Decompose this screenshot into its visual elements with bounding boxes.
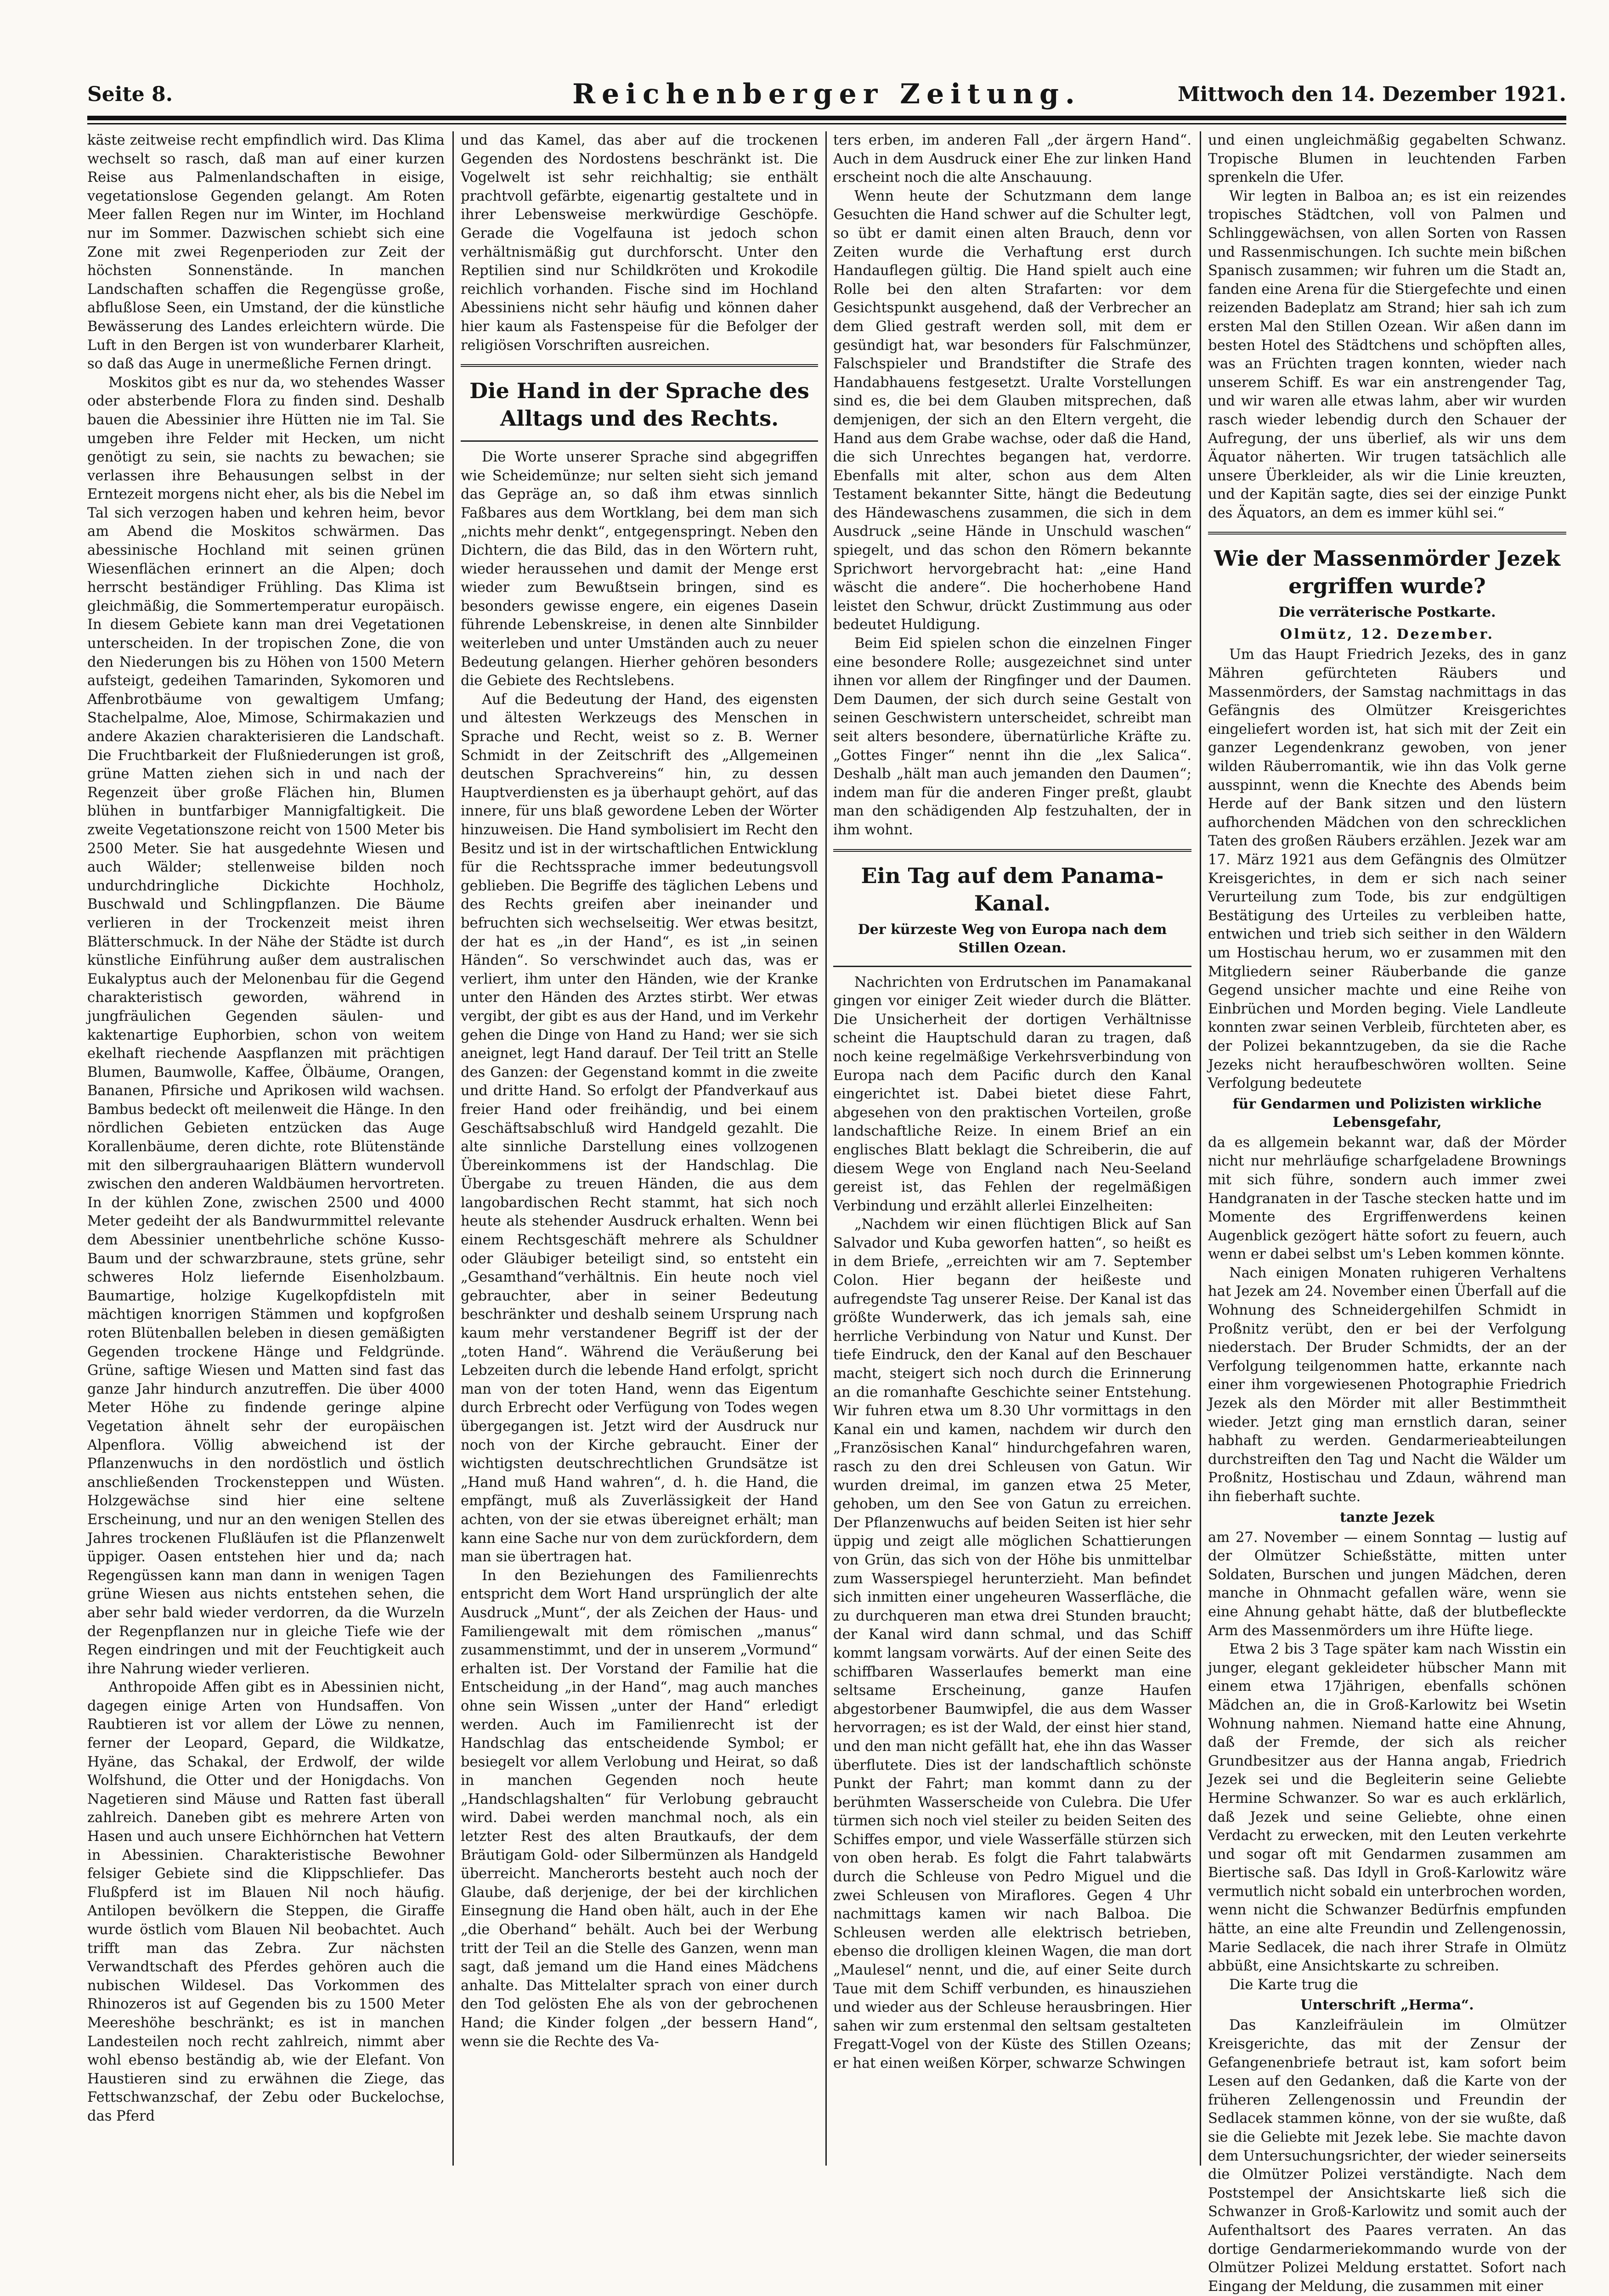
headline-hand: Die Hand in der Sprache des Alltags und des Rechts. bbox=[469, 378, 809, 431]
column-4 bbox=[1208, 131, 1566, 2295]
column-3 bbox=[833, 131, 1191, 2166]
article-paragraph: und das Kamel, das aber auf die trockenen Gegenden des Nordostens beschränkt ist. Die Vogelwelt ist sehr reichhaltig; sie enthält prachtvoll gefärbte, eigenartig gestaltete und in ihrer Lebensweise merkwürdige Geschöpfe. Gerade die Vogelfauna ist jedoch schon verhältnismäßig gut durchforscht. Unter den Reptilien sind nur Schildkröten und Krokodile reichlich vorhanden. Fische sind im Hochland Abessiniens nicht sehr häufig und können daher hier kaum als Fastenspeise für die Befolger der religiösen Vorschriften ausreichen. bbox=[461, 132, 818, 354]
article-paragraph: Um das Haupt Friedrich Jezeks, des in ganz Mähren gefürchteten Räubers und Massenmörders, der Samstag nachmittags in das Gefängnis des Olmützer Kreisgerichtes eingeliefert worden ist, hat sich mit der Zeit ein ganzer Legendenkranz gewoben, von jener wilden Räuberromantik, wie ihn das Volk gerne ausspinnt, wenn die Knechte des Abends beim Herde auf der Bank sitzen und den lüstern aufhorchenden Mädchen von den schrecklichen Taten des großen Räubers erzählen. Jezek war am 17. März 1921 aus dem Gefängnis des Olmützer Kreisgerichtes, in dem er sich nach seiner Verurteilung zum Tode, bis zur endgültigen Bestätigung des Urteiles zu verbleiben hatte, entwichen und trieb sich seither in den Wäldern um Hostischau herum, wo er zusammen mit den Mitgliedern seiner Räuberbande die ganze Gegend unsicher machte und eine Reihe von Einbrüchen und Morden beging. Viele Landleute konnten zwar seinen Verbleib, fürchteten aber, es der Polizei bekanntzugeben, da sie die Rache Jezeks nicht heraufbeschwören wollten. Seine Verfolgung bedeutete bbox=[1208, 647, 1566, 1092]
article-paragraph: Beim Eid spielen schon die einzelnen Finger eine besondere Rolle; ausgezeichnet sind unter ihnen vor allem der Ringfinger und der Daumen. Dem Daumen, der sich durch seine Gestalt von seinen Geschwistern unterscheidet, schreibt man seit alters besondere, übernatürliche Kräfte zu. „Gottes Finger“ nennt ihn die „lex Salica“. Deshalb „hält man auch jemanden den Daumen“; indem man für die anderen Finger preßt, glaubt man den schädigenden Alp festzuhalten, der in ihm wohnt. bbox=[833, 636, 1191, 838]
article-paragraph: Wir legten in Balboa an; es ist ein reizendes tropisches Städtchen, voll von Palmen und Schlinggewächsen, von allen Sorten von Rassen und Rassenmischungen. Ich suchte mein bißchen Spanisch zusammen; wir fuhren um die Stadt an, fanden eine Arena für die Stiergefechte und einen reizenden Badeplatz am Strand; hier sah ich zum ersten Mal den Stillen Ozean. Wir aßen dann im besten Hotel des Städtchens und schöpften alles, was an Früchten tragen konnten, wieder nach unserem Schiff. Es war ein anstrengender Tag, und wir waren alle etwas lahm, aber wir wurden rasch wieder lebendig durch den Schauer der Aufregung, der uns überlief, als wir uns dem Äquator näherten. Wir trugen tatsächlich alle unsere Überkleider, als wir die Linie kreuzten, und der Kapitän sagte, dies sei der einzige Punkt des Äquators, an dem es immer kühl sei.“ bbox=[1208, 188, 1566, 521]
subhead-jezek: Die verräterische Postkarte. bbox=[1278, 604, 1496, 621]
article-paragraph: Auf die Bedeutung der Hand, des eigensten und ältesten Werkzeugs des Menschen in Sprache und Recht, weist so z. B. Werner Schmidt in der Zeitschrift des „Allgemeinen deutschen Sprachvereins“ hin, zu dessen Hauptverdiensten es ja überhaupt gehört, auf das innere, für uns blaß gewordene Leben der Wörter hinzuweisen. Die Hand symbolisiert im Recht den Besitz und ist in der wirtschaftlichen Entwicklung für die Rechtssprache immer bedeutungsvoll geblieben. Die Begriffe des täglichen Lebens und des Rechts greifen aber ineinander und befruchten sich wechselseitig. Wer etwas besitzt, der hat es „in der Hand“, es ist „in seinen Händen“. So verschwindet auch das, was er verliert, ihm unter den Händen, wie der Kranke unter den Händen des Arztes stirbt. Wer etwas vergibt, der gibt es aus der Hand, und im Verkehr gehen die Dinge von Hand zu Hand; wer sie sich aneignet, legt Hand darauf. Der Teil tritt an Stelle des Ganzen: der Gegenstand kommt in die zweite und dritte Hand. So erfolgt der Pfandverkauf aus freier Hand oder freihändig, und bei einem Geschäftsabschluß wird Handgeld gezahlt. Die alte sinnliche Darstellung eines vollzogenen Übereinkommens ist der Handschlag. Die Übergabe zu treuen Händen, die aus dem langobardischen Recht stammt, hat sich noch heute als stehender Ausdruck erhalten. Wenn bei einem Rechtsgeschäft mehrere als Schuldner oder Gläubiger beteiligt sind, so entsteht ein „Gesamthand“verhältnis. Ein heute noch viel gebrauchter, aber in seiner Bedeutung beschränkter und deshalb seinem Ursprung nach kaum mehr verstandener Begriff ist der der „toten Hand“. Während die Veräußerung bei Lebzeiten durch die lebende Hand erfolgt, spricht man von der toten Hand, wenn das Eigentum durch Erbrecht oder Verfügung von Todes wegen übergegangen ist. Jetzt wird der Ausdruck nur noch von der Kirche gebraucht. Einer der wichtigsten deutschrechtlichen Grundsätze ist „Hand muß Hand wahren“, d. h. die Hand, die empfängt, muß als Zuverlässigkeit der Hand achten, von der sie etwas übereignet erhält; man kann eine Sache nur von dem zurückfordern, dem man sie übertragen hat. bbox=[461, 691, 818, 1565]
newspaper-title: Reichenberger Zeitung. bbox=[572, 78, 1081, 110]
page-number: Seite 8. bbox=[87, 83, 173, 106]
article-paragraph: da es allgemein bekannt war, daß der Mörder nicht nur mehrläufige scharfgeladene Brownings mit sich führe, sondern auch immer zwei Handgranaten in der Tasche stecken hatte und im Momente des Ergriffenwerdens keinen Augenblick gezögert hätte sofort zu feuern, auch wenn er dabei selbst um's Leben kommen könnte. bbox=[1208, 1134, 1566, 1263]
headline-rule bbox=[833, 966, 1191, 967]
section-heading: tanzte Jezek bbox=[1340, 1509, 1434, 1525]
article-paragraph: und einen ungleichmäßig gegabelten Schwanz. Tropische Blumen in leuchtenden Farben sprenkeln die Ufer. bbox=[1208, 132, 1566, 186]
article-paragraph: Anthropoide Affen gibt es in Abessinien nicht, dagegen einige Arten von Hundsaffen. Von Raubtieren ist vor allem der Löwe zu nennen, ferner der Leopard, Gepard, die Wildkatze, Hyäne, das Schakal, der Erdwolf, der wilde Wolfshund, die Otter und der Honigdachs. Von Nagetieren sind Mäuse und Ratten fast überall zahlreich. Daneben gibt es mehrere Arten von Hasen und auch unsere Eichhörnchen hat Vettern in Abessinien. Charakteristische Bewohner felsiger Gebiete sind die Klippschliefer. Das Flußpferd ist im Blauen Nil noch häufig. Antilopen bevölkern die Steppen, die Giraffe wurde östlich vom Blauen Nil beobachtet. Auch trifft man das Zebra. Zur nächsten Verwandtschaft des Pferdes gehören auch die nubischen Wildesel. Das Vorkommen des Rhinozeros ist auf Gegenden bis zu 1500 Meter Meereshöhe beschränkt; es ist in manchen Landesteilen noch recht zahlreich, nimmt aber wohl ebenso beständig ab, wie der Elefant. Von Haustieren sind zu erwähnen die Ziege, das Fettschwanzschaf, der Zebu oder Buckelochse, das Pferd bbox=[87, 1679, 445, 2124]
article-paragraph: „Nachdem wir einen flüchtigen Blick auf San Salvador und Kuba geworfen hatten“, so heißt es in dem Briefe, „erreichten wir am 7. September Colon. Hier begann der heißeste und aufregendste Tag unserer Reise. Der Kanal ist das größte Wunderwerk, das ich jemals sah, eine herrliche Verbindung von Natur und Kunst. Der tiefe Eindruck, den der Kanal auf den Beschauer macht, steigert sich noch durch die Erinnerung an die romanhafte Geschichte seiner Entstehung. Wir fuhren etwa um 8.30 Uhr vormittags in den Kanal ein und kamen, nachdem wir durch den „Französischen Kanal“ hindurchgefahren waren, rasch zu den drei Schleusen von Gatun. Wir wurden dreimal, im ganzen etwa 25 Meter, gehoben, um den See von Gatun zu erreichen. Der Pflanzenwuchs auf beiden Seiten ist hier sehr üppig und zeigt alle möglichen Schattierungen von Grün, das sich von der Höhe bis unmittelbar zum Wasserspiegel herunterzieht. Man befindet sich inmitten einer ungeheuren Wasserfläche, die zu durchqueren man etwa drei Stunden braucht; der Kanal wird dann schmal, und das Schiff kommt langsam vorwärts. Auf der einen Seite des schiffbaren Wasserlaufes bemerkt man eine seltsame Erscheinung, ganze Haufen abgestorbener Baumwipfel, die aus dem Wasser hervorragen; es ist der Wald, der einst hier stand, und den man nicht gefällt hat, ehe ihn das Wasser überflutete. Dies ist der landschaftlich schönste Punkt der Fahrt; man kommt dann zu der berühmten Wasserscheide von Culebra. Die Ufer türmen sich noch viel steiler zu beiden Seiten des Schiffes empor, und viele Wasserfälle stürzen sich von oben herab. Es folgt die Fahrt talabwärts durch die Schleuse von Pedro Miguel und die zwei Schleusen von Miraflores. Gegen 4 Uhr nachmittags kamen wir nach Balboa. Die Schleusen werden alle elektrisch betrieben, ebenso die drolligen kleinen Wagen, die man dort „Maulesel“ nennt, und die, auf einer Seite durch Taue mit dem Schiff verbunden, es hinausziehen und wieder aus der Schleuse herausbringen. Hier sahen wir zum erstenmal den seltsam gestalteten Fregatt-Vogel von der Küste des Stillen Ozeans; er hat einen weißen Körper, schwarze Schwingen bbox=[833, 1216, 1191, 2071]
column-divider-1 bbox=[452, 131, 454, 2166]
article-paragraph: am 27. November — einem Sonntag — lustig auf der Olmützer Schießstätte, mitten unter Soldaten, Burschen und jungen Mädchen, deren manche in Ohnmacht gefallen wäre, wenn sie eine Ahnung gehabt hätte, daß der blutbefleckte Arm des Massenmörders um ihre Hüfte liege. bbox=[1208, 1529, 1566, 1639]
headline-rule bbox=[461, 440, 818, 442]
article-paragraph: käste zeitweise recht empfindlich wird. Das Klima wechselt so rasch, daß man auf einer kurzen Reise aus Palmenlandschaften in eisige, vegetationslose Gegenden gelangt. Am Roten Meer fallen Regen nur im Winter, im Hochland nur im Sommer. Dazwischen schiebt sich eine Zone mit zwei Regenperioden zur Zeit der höchsten Sonnenstände. In manchen Landschaften schaffen die Regengüsse große, abflußlose Seen, ein Umstand, der die künstliche Bewässerung des Landes erleichtern würde. Die Luft in den Bergen ist von wunderbarer Klarheit, so daß das Auge in unermeßliche Fernen dringt. bbox=[87, 132, 445, 372]
section-heading: Unterschrift „Herma“. bbox=[1300, 1997, 1474, 2014]
article-paragraph: Etwa 2 bis 3 Tage später kam nach Wisstin ein junger, elegant gekleideter hübscher Mann mit einem etwa 17jährigen, ebenfalls schönen Mädchen an, die in Groß-Karlowitz bei Wsetin Wohnung nahmen. Niemand hatte eine Ahnung, daß der Fremde, der sich als reicher Grundbesitzer aus der Hanna angab, Friedrich Jezek sei und die Begleiterin seine Geliebte Hermine Schwanzer. So war es auch erklärlich, daß Jezek und seine Geliebte, ohne einen Verdacht zu erwecken, mit den Leuten verkehrte und sogar oft mit Gendarmen zusammen am Biertische saß. Das Idyll in Groß-Karlowitz wäre vermutlich nicht sobald ein unterbrochen worden, wenn nicht die Schwanzer Bedürfnis empfunden hätte, an eine alte Freundin und Zellengenossin, Marie Sedlacek, die nach ihrer Strafe in Olmütz abbüßt, eine Ansichtskarte zu schreiben. bbox=[1208, 1641, 1566, 1975]
article-separator bbox=[833, 849, 1191, 855]
article-separator bbox=[461, 364, 818, 370]
subhead-panama: Der kürzeste Weg von Europa nach dem Stillen Ozean. bbox=[858, 921, 1167, 956]
article-paragraph: Die Worte unserer Sprache sind abgegriffen wie Scheidemünze; nur selten sieht sich jemand das Gepräge an, so daß ihm etwas sinnlich Faßbares aus dem Wortklang, bei dem man sich „nichts mehr denkt“, entgegenspringt. Neben den Dichtern, die das Bild, das in den Wörtern ruht, wieder heraussehen und damit der Menge erst wieder zum Bewußtsein bringen, sind es besonders gewisse engere, ein eigenes Dasein führende Lebenskreise, in denen alte Sinnbilder weiterleben und unter Umständen auch zu neuer Bedeutung gelangen. Hierher gehören besonders die Gebiete des Rechtslebens. bbox=[461, 449, 818, 689]
masthead-rule-thin bbox=[87, 123, 1566, 124]
article-paragraph: ters erben, im anderen Fall „der ärgern Hand“. Auch in dem Ausdruck einer Ehe zur linken Hand erscheint noch die alte Anschauung. bbox=[833, 132, 1191, 186]
article-paragraph: Nach einigen Monaten ruhigeren Verhaltens hat Jezek am 24. November einen Überfall auf die Wohnung des Schneidergehilfen Schmidt in Proßnitz verübt, den er bei der Verfolgung niederstach. Der Bruder Schmidts, der an der Verfolgung teilgenommen hatte, erkannte nach einer ihm vorgewiesenen Photographie Friedrich Jezek als den Mörder mit aller Bestimmtheit wieder. Jetzt ging man ernstlich daran, seiner habhaft zu werden. Gendarmerieabteilungen durchstreiften den Tag und Nacht die Wälder um Proßnitz, Hostischau und Zdaun, während man ihn fieberhaft suchte. bbox=[1208, 1265, 1566, 1505]
column-2 bbox=[461, 131, 818, 2166]
headline-panama: Ein Tag auf dem Panama-Kanal. bbox=[861, 863, 1164, 916]
article-separator bbox=[1208, 532, 1566, 537]
column-divider-2 bbox=[825, 131, 827, 2166]
headline-jezek: Wie der Massenmörder Jezek ergriffen wurde? bbox=[1214, 546, 1561, 599]
issue-date: Mittwoch den 14. Dezember 1921. bbox=[1177, 83, 1566, 106]
column-1 bbox=[87, 131, 445, 2166]
article-paragraph: Moskitos gibt es nur da, wo stehendes Wasser oder absterbende Flora zu finden sind. Deshalb bauen die Abessinier ihre Hütten nie im Tal. Sie umgeben ihre Felder mit Hecken, um nicht genötigt zu sein, sie nachts zu bewachen; sie verlassen ihre Behausungen selbst in der Erntezeit morgens nicht eher, als bis die Nebel im Tal sich verzogen haben und kehren heim, bevor am Abend die Moskitos schwärmen. Das abessinische Hochland mit seinen grünen Wiesenflächen erinnert an die Alpen; doch herrscht beständiger Frühling. Das Klima ist gleichmäßig, die Sommertemperatur europäisch. In diesem Gebiete kann man drei Vegetationen unterscheiden. In der tropischen Zone, die von den Niederungen bis zu Höhen von 1500 Metern aufsteigt, gedeihen Tamarinden, Sykomoren und Affenbrotbäume von gewaltigem Umfang; Stachelpalme, Aloe, Mimose, Schirmakazien und andere Akazien charakterisieren die Landschaft. Die Fruchtbarkeit der Flußniederungen ist groß, grüne Matten ziehen sich in und nach der Regenzeit über große Flächen hin, Blumen blühen in buntfarbiger Mannigfaltigkeit. Die zweite Vegetationszone reicht von 1500 Meter bis 2500 Meter. Sie hat ausgedehnte Wiesen und auch Wälder; stellenweise bilden noch undurchdringliche Dickichte Hochholz, Buschwald und Schlingpflanzen. Die Bäume verlieren in der Trockenzeit meist ihren Blätterschmuck. In der Nähe der Städte ist durch künstliche Einführung außer dem australischen Eukalyptus auch der Melonenbau für die Gegend charakteristisch geworden, während in jungfräulichen Gegenden säulen- und kaktenartige Euphorbien, schon von weitem ekelhaft riechende Aaspflanzen mit prächtigen Blumen, Baumwolle, Kaffee, Ölbäume, Orangen, Bananen, Pfirsiche und Aprikosen wild wachsen. Bambus bedeckt oft meilenweit die Hänge. In den nördlichen Gebieten entzücken das Auge Korallenbäume, deren dichte, rote Blütenstände mit den silbergrauhaarigen Blättern wundervoll zwischen den anderen Waldbäumen hervortreten. In der kühlen Zone, zwischen 2500 und 4000 Meter gedeiht der als Bandwurmmittel relevante dem Abessinier unentbehrliche schöne Kusso-Baum und der schwarzbraune, stets grüne, sehr schweres Holz liefernde Eisenholzbaum. Baumartige, holzige Kugelkopfdisteln mit mächtigen knorrigen Stämmen und kopfgroßen roten Blütenballen beleben in diesen gemäßigten Gegenden trockene Hänge und Feldgründe. Grüne, saftige Wiesen und Matten sind fast das ganze Jahr hindurch anzutreffen. Die über 4000 Meter Höhe zu findende geringe alpine Vegetation ähnelt sehr der europäischen Alpenflora. Völlig abweichend ist der Pflanzenwuchs in den nordöstlich und östlich anschließenden Trockensteppen und Wüsten. Holzgewächse sind hier eine seltene Erscheinung, und nur an den wenigen Stellen des Jahres trockenen Flußläufen ist die Pflanzenwelt üppiger. Oasen entstehen hier und da; nach Regengüssen kann man dann in wenigen Tagen grüne Wiesen aus nichts entstehen sehen, die aber sehr bald wieder verdorren, da die Wurzeln der Regenpflanzen nur in gleiche Tiefe wie der Regen eindringen und mit der Feuchtigkeit auch ihre Nahrung wieder verlieren. bbox=[87, 374, 445, 1677]
section-heading: für Gendarmen und Polizisten wirkliche Lebensgefahr, bbox=[1232, 1096, 1542, 1131]
article-paragraph: Wenn heute der Schutzmann dem lange Gesuchten die Hand schwer auf die Schulter legt, so übt er damit einen alten Brauch, denn vor Zeiten wurde die Verhaftung erst durch Handauflegen gültig. Die Hand spielt auch eine Rolle bei den alten Strafarten: vor dem Gesichtspunkt ausgehend, daß der Verbrecher an dem Glied gestraft werden soll, mit dem er gesündigt hat, war besonders für Falschmünzer, Falschspieler und Brandstifter die Strafe des Handabhauens festgesetzt. Uralte Vorstellungen sind es, die bei dem Glauben mitsprechen, daß demjenigen, der sich an den Eltern vergeht, die Hand aus dem Grabe wachse, oder daß die Hand, die sich Unrechtes begangen hat, verdorre. Ebenfalls mit alter, schon aus dem Alten Testament bekannter Sitte, hängt die Bedeutung des Händewaschens zusammen, die sich in dem Ausdruck „seine Hände in Unschuld waschen“ spiegelt, und das schon den Römern bekannte Sprichwort hervorgebracht hat: „eine Hand wäscht die andere“. Die hocherhobene Hand leistet den Schwur, drückt Zustimmung aus oder bedeutet Huldigung. bbox=[833, 188, 1191, 633]
article-paragraph: In den Beziehungen des Familienrechts entspricht dem Wort Hand ursprünglich der alte Ausdruck „Munt“, der als Zeichen der Haus- und Familiengewalt mit dem römischen „manus“ zusammenstimmt, und der in unserem „Vormund“ erhalten ist. Der Vorstand der Familie hat die Entscheidung „in der Hand“, mag auch manches ohne sein Wissen „unter der Hand“ erledigt werden. Auch im Familienrecht ist der Handschlag das entscheidende Symbol; er besiegelt vor allem Verlobung und Heirat, so daß in manchen Gegenden noch heute „Handschlagshalten“ für Verlobung gebraucht wird. Dabei werden manchmal noch, als ein letzter Rest des alten Brautkaufs, der dem Bräutigam Gold- oder Silbermünzen als Handgeld überreicht. Mancherorts besteht auch noch der Glaube, daß derjenige, der bei der kirchlichen Einsegnung die Hand oben hält, auch in der Ehe „die Oberhand“ behält. Auch bei der Werbung tritt der Teil an die Stelle des Ganzen, wenn man sagt, daß jemand um die Hand eines Mädchens anhalte. Das Mittelalter sprach von einer durch den Tod gelösten Ehe als von der gebrochenen Hand; die Kinder folgen „der bessern Hand“, wenn sie die Rechte des Va- bbox=[461, 1567, 818, 2050]
article-paragraph: Nachrichten von Erdrutschen im Panamakanal gingen vor einiger Zeit wieder durch die Blätter. Die Unsicherheit der dortigen Verhältnisse scheint die Hauptschuld daran zu tragen, daß noch keine regelmäßige Verkehrsverbindung von Europa nach dem Pacific durch den Kanal eingerichtet ist. Dabei bietet diese Fahrt, abgesehen von den praktischen Vorteilen, große landschaftliche Reize. In einem Brief an ein englisches Blatt beklagt die Schreiberin, die auf diesem Wege von England nach Neu-Seeland gereist ist, das Fehlen der regelmäßigen Verbindung und erzählt allerlei Einzelheiten: bbox=[833, 974, 1191, 1214]
column-divider-3 bbox=[1200, 131, 1201, 2166]
article-paragraph: Das Kanzleifräulein im Olmützer Kreisgerichte, das mit der Zensur der Gefangenenbriefe betraut ist, kam sofort beim Lesen auf den Gedanken, daß die Karte von der früheren Zellengenossin und Freundin der Sedlacek stammen könne, von der sie wußte, daß sie die Geliebte mit Jezek lebe. Sie machte davon dem Untersuchungsrichter, der wieder seinerseits die Olmützer Polizei verständigte. Nach dem Poststempel der Ansichtskarte ließ sich die Schwanzer in Groß-Karlowitz und somit auch der Aufenthaltsort des Paares verraten. An das dortige Gendarmeriekommando wurde von der Olmützer Polizei Meldung erstattet. Sofort nach Eingang der Meldung, die zusammen mit einer bbox=[1208, 2017, 1566, 2295]
dateline: Olmütz, 12. Dezember. bbox=[1280, 626, 1495, 643]
masthead-rule bbox=[87, 116, 1566, 120]
article-paragraph: Die Karte trug die bbox=[1229, 1976, 1358, 1993]
